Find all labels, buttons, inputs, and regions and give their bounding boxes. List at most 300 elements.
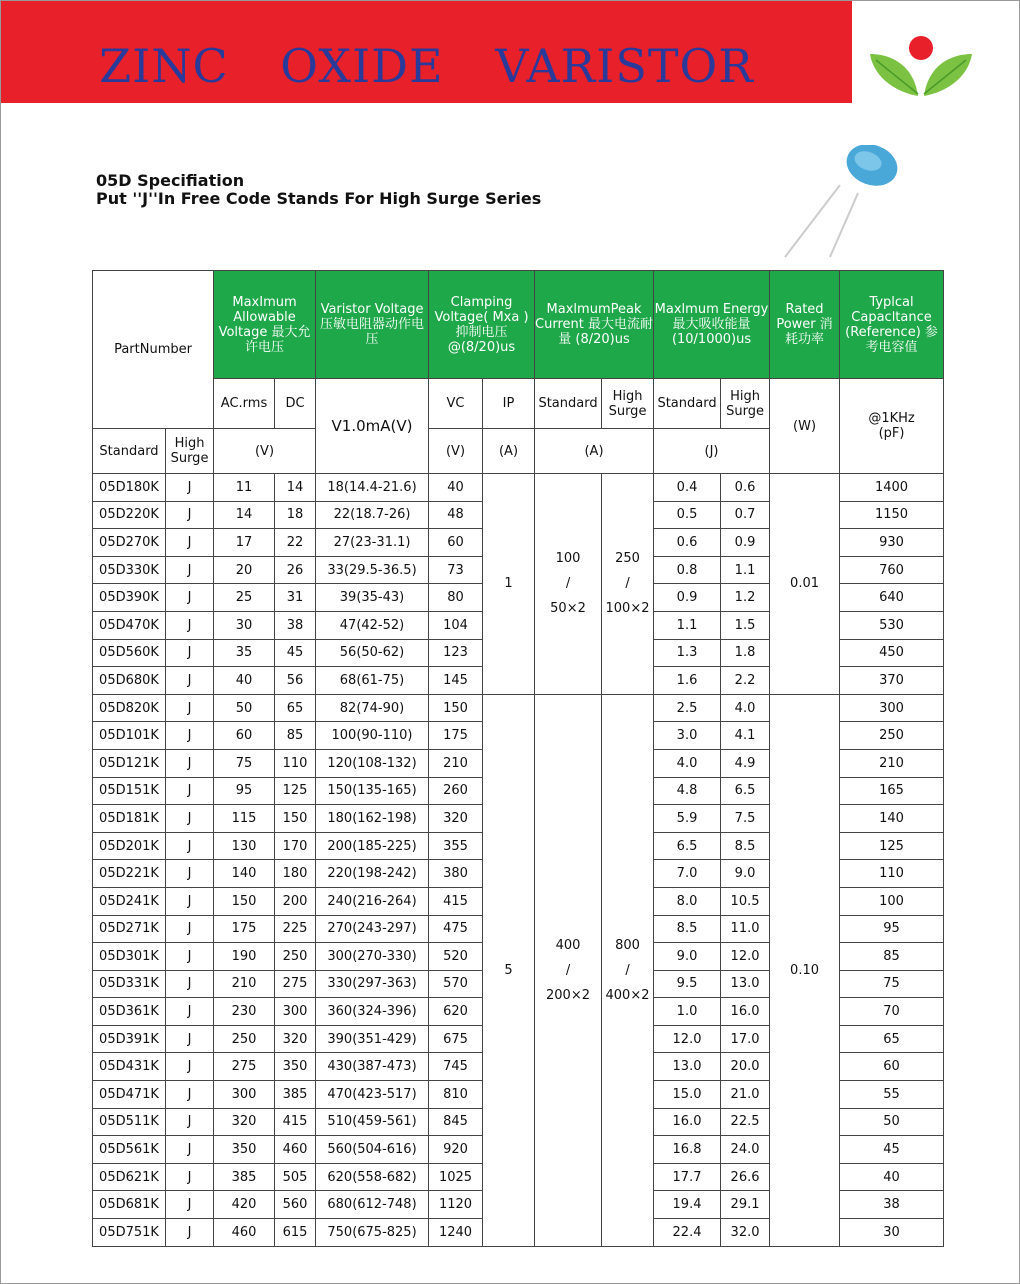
- cell-vc: 60: [429, 529, 483, 557]
- cell-vc: 80: [429, 584, 483, 612]
- cell-eh: 26.6: [721, 1163, 770, 1191]
- cell-v1: 120(108-132): [316, 749, 429, 777]
- cell-dc: 415: [275, 1108, 316, 1136]
- cell-hs: J: [166, 501, 214, 529]
- current-std-slash: /: [565, 962, 571, 978]
- cell-hs: J: [166, 1163, 214, 1191]
- cell-pn: 05D270K: [93, 529, 166, 557]
- cell-ac: 130: [214, 832, 275, 860]
- cell-es: 0.6: [654, 529, 721, 557]
- cell-ac: 230: [214, 998, 275, 1026]
- cell-ac: 17: [214, 529, 275, 557]
- cell-ac: 115: [214, 805, 275, 833]
- current-std-slash: /: [565, 576, 571, 592]
- cell-cap: 110: [840, 860, 944, 888]
- cell-v1: 39(35-43): [316, 584, 429, 612]
- cell-hs: J: [166, 584, 214, 612]
- cell-pn: 05D180K: [93, 474, 166, 502]
- cell-ac: 350: [214, 1136, 275, 1164]
- cell-eh: 4.0: [721, 694, 770, 722]
- cell-dc: 170: [275, 832, 316, 860]
- cell-hs: J: [166, 943, 214, 971]
- cell-es: 6.5: [654, 832, 721, 860]
- cell-dc: 85: [275, 722, 316, 750]
- cell-cap: 95: [840, 915, 944, 943]
- cell-es: 0.8: [654, 556, 721, 584]
- cell-dc: 615: [275, 1219, 316, 1247]
- cell-dc: 65: [275, 694, 316, 722]
- cell-cap: 450: [840, 639, 944, 667]
- cell-cap: 70: [840, 998, 944, 1026]
- cell-eh: 9.0: [721, 860, 770, 888]
- cell-pn: 05D820K: [93, 694, 166, 722]
- cell-eh: 29.1: [721, 1191, 770, 1219]
- cell-eh: 1.5: [721, 611, 770, 639]
- cell-cap: 75: [840, 970, 944, 998]
- cell-es: 15.0: [654, 1081, 721, 1109]
- cell-pn: 05D330K: [93, 556, 166, 584]
- cell-eh: 11.0: [721, 915, 770, 943]
- cell-v1: 620(558-682): [316, 1163, 429, 1191]
- cell-hs: J: [166, 1136, 214, 1164]
- cell-ac: 300: [214, 1081, 275, 1109]
- cell-cap: 100: [840, 887, 944, 915]
- cell-dc: 45: [275, 639, 316, 667]
- header-vc: VC: [429, 379, 483, 429]
- cell-dc: 18: [275, 501, 316, 529]
- cell-hs: J: [166, 887, 214, 915]
- cell-dc: 110: [275, 749, 316, 777]
- cell-ac: 275: [214, 1053, 275, 1081]
- cell-ac: 210: [214, 970, 275, 998]
- cell-eh: 22.5: [721, 1108, 770, 1136]
- cell-v1: 68(61-75): [316, 667, 429, 695]
- cell-cap: 210: [840, 749, 944, 777]
- cell-es: 22.4: [654, 1219, 721, 1247]
- cell-ac: 11: [214, 474, 275, 502]
- cell-pn: 05D621K: [93, 1163, 166, 1191]
- cell-eh: 4.1: [721, 722, 770, 750]
- table-row: [93, 694, 944, 722]
- cell-v1: 82(74-90): [316, 694, 429, 722]
- current-std-bottom: 200×2: [546, 987, 590, 1003]
- cell-ac: 20: [214, 556, 275, 584]
- cell-v1: 18(14.4-21.6): [316, 474, 429, 502]
- cell-cap: 140: [840, 805, 944, 833]
- cell-hs: J: [166, 970, 214, 998]
- cell-pn: 05D751K: [93, 1219, 166, 1247]
- cell-pn: 05D431K: [93, 1053, 166, 1081]
- cell-hs: J: [166, 529, 214, 557]
- cell-ac: 175: [214, 915, 275, 943]
- cell-pn: 05D181K: [93, 805, 166, 833]
- cell-es: 0.5: [654, 501, 721, 529]
- cell-hs: J: [166, 474, 214, 502]
- cell-pn: 05D470K: [93, 611, 166, 639]
- leaf-logo-icon: [866, 30, 976, 102]
- cell-hs: J: [166, 667, 214, 695]
- cell-pn: 05D391K: [93, 1025, 166, 1053]
- cell-dc: 200: [275, 887, 316, 915]
- cell-eh: 4.9: [721, 749, 770, 777]
- header-ip: IP: [483, 379, 535, 429]
- cell-vc: 355: [429, 832, 483, 860]
- cell-vc: 520: [429, 943, 483, 971]
- header-part-number: PartNumber: [93, 271, 214, 429]
- header-energy-standard: Standard: [654, 379, 721, 429]
- cell-eh: 24.0: [721, 1136, 770, 1164]
- cell-es: 9.5: [654, 970, 721, 998]
- cell-pn: 05D361K: [93, 998, 166, 1026]
- cell-hs: J: [166, 1108, 214, 1136]
- cell-vc: 320: [429, 805, 483, 833]
- cell-power-group: 0.01: [770, 474, 840, 695]
- cell-cap: 1400: [840, 474, 944, 502]
- cell-dc: 275: [275, 970, 316, 998]
- cell-pn: 05D201K: [93, 832, 166, 860]
- cell-ac: 75: [214, 749, 275, 777]
- cell-cap: 125: [840, 832, 944, 860]
- cell-cap: 930: [840, 529, 944, 557]
- header-clamping: Clamping Voltage( Mxa ) 抑制电压 @(8/20)us: [429, 271, 535, 379]
- cell-ac: 140: [214, 860, 275, 888]
- cell-vc: 210: [429, 749, 483, 777]
- cell-dc: 14: [275, 474, 316, 502]
- cell-cap: 50: [840, 1108, 944, 1136]
- cell-cap: 250: [840, 722, 944, 750]
- cell-hs: J: [166, 1191, 214, 1219]
- cell-eh: 1.2: [721, 584, 770, 612]
- cell-pn: 05D220K: [93, 501, 166, 529]
- cell-vc: 175: [429, 722, 483, 750]
- current-hs-top: 250: [615, 551, 640, 567]
- cell-cap: 55: [840, 1081, 944, 1109]
- cell-vc: 810: [429, 1081, 483, 1109]
- cell-pn: 05D471K: [93, 1081, 166, 1109]
- header-pn-standard: Standard: [93, 429, 166, 474]
- cell-ac: 460: [214, 1219, 275, 1247]
- cell-current-standard-group: [535, 474, 602, 695]
- header-varistor-voltage: Varistor Voltage 压敏电阻器动作电压: [316, 271, 429, 379]
- cell-pn: 05D511K: [93, 1108, 166, 1136]
- cell-pn: 05D681K: [93, 1191, 166, 1219]
- cell-cap: 65: [840, 1025, 944, 1053]
- cell-dc: 385: [275, 1081, 316, 1109]
- cell-v1: 360(324-396): [316, 998, 429, 1026]
- cell-es: 1.1: [654, 611, 721, 639]
- cell-ac: 95: [214, 777, 275, 805]
- cell-es: 1.6: [654, 667, 721, 695]
- cell-pn: 05D271K: [93, 915, 166, 943]
- cell-ac: 14: [214, 501, 275, 529]
- cell-hs: J: [166, 556, 214, 584]
- cell-power-group: 0.10: [770, 694, 840, 1246]
- header-max-voltage: MaxImum Allowable Voltage 最大允许电压: [214, 271, 316, 379]
- cell-cap: 1150: [840, 501, 944, 529]
- cell-eh: 1.8: [721, 639, 770, 667]
- cell-dc: 300: [275, 998, 316, 1026]
- cell-v1: 33(29.5-36.5): [316, 556, 429, 584]
- cell-v1: 560(504-616): [316, 1136, 429, 1164]
- cell-eh: 8.5: [721, 832, 770, 860]
- cell-ac: 320: [214, 1108, 275, 1136]
- header-voltage-unit: (V): [214, 429, 316, 474]
- cell-dc: 38: [275, 611, 316, 639]
- cell-dc: 350: [275, 1053, 316, 1081]
- cell-v1: 680(612-748): [316, 1191, 429, 1219]
- cell-hs: J: [166, 832, 214, 860]
- cell-es: 16.8: [654, 1136, 721, 1164]
- current-hs-top: 800: [615, 937, 640, 953]
- cell-cap: 640: [840, 584, 944, 612]
- cell-hs: J: [166, 639, 214, 667]
- cell-es: 19.4: [654, 1191, 721, 1219]
- cell-es: 16.0: [654, 1108, 721, 1136]
- cell-dc: 180: [275, 860, 316, 888]
- cell-vc: 380: [429, 860, 483, 888]
- cell-vc: 570: [429, 970, 483, 998]
- cell-eh: 16.0: [721, 998, 770, 1026]
- cell-eh: 10.5: [721, 887, 770, 915]
- cell-v1: 300(270-330): [316, 943, 429, 971]
- cell-v1: 330(297-363): [316, 970, 429, 998]
- cell-es: 2.5: [654, 694, 721, 722]
- cell-dc: 56: [275, 667, 316, 695]
- header-cap-unit: [840, 379, 944, 474]
- cell-ac: 25: [214, 584, 275, 612]
- cell-ac: 60: [214, 722, 275, 750]
- cell-pn: 05D331K: [93, 970, 166, 998]
- cell-hs: J: [166, 749, 214, 777]
- cell-pn: 05D241K: [93, 887, 166, 915]
- cell-ac: 40: [214, 667, 275, 695]
- cell-ip-group: 1: [483, 474, 535, 695]
- cell-eh: 7.5: [721, 805, 770, 833]
- cell-vc: 104: [429, 611, 483, 639]
- cell-v1: 200(185-225): [316, 832, 429, 860]
- current-std-top: 400: [555, 937, 581, 953]
- header-v1ma: V1.0mA(V): [316, 379, 429, 474]
- cell-eh: 13.0: [721, 970, 770, 998]
- cell-cap: 760: [840, 556, 944, 584]
- cell-vc: 1240: [429, 1219, 483, 1247]
- cell-es: 12.0: [654, 1025, 721, 1053]
- cell-cap: 45: [840, 1136, 944, 1164]
- spec-table: [92, 270, 944, 1247]
- cell-hs: J: [166, 1025, 214, 1053]
- header-energy-high-surge: High Surge: [721, 379, 770, 429]
- varistor-component-image: [780, 145, 920, 260]
- header-power: Rated Power 消耗功率: [770, 271, 840, 379]
- cell-vc: 123: [429, 639, 483, 667]
- cell-es: 3.0: [654, 722, 721, 750]
- cell-ac: 250: [214, 1025, 275, 1053]
- cell-vc: 145: [429, 667, 483, 695]
- current-hs-bottom: 400×2: [605, 987, 650, 1003]
- current-hs-slash: /: [625, 576, 630, 592]
- cell-pn: 05D121K: [93, 749, 166, 777]
- cell-eh: 32.0: [721, 1219, 770, 1247]
- cell-ac: 35: [214, 639, 275, 667]
- cell-hs: J: [166, 1219, 214, 1247]
- cell-vc: 1120: [429, 1191, 483, 1219]
- header-capacitance: Typlcal Capacltance (Reference) 参考电容值: [840, 271, 944, 379]
- cell-hs: J: [166, 998, 214, 1026]
- cell-vc: 620: [429, 998, 483, 1026]
- cell-dc: 150: [275, 805, 316, 833]
- cell-eh: 1.1: [721, 556, 770, 584]
- cell-ac: 385: [214, 1163, 275, 1191]
- cell-cap: 60: [840, 1053, 944, 1081]
- cell-v1: 750(675-825): [316, 1219, 429, 1247]
- cell-vc: 48: [429, 501, 483, 529]
- cell-v1: 240(216-264): [316, 887, 429, 915]
- cell-pn: 05D221K: [93, 860, 166, 888]
- cell-eh: 6.5: [721, 777, 770, 805]
- header-energy-unit: (J): [654, 429, 770, 474]
- cell-cap: 370: [840, 667, 944, 695]
- cell-es: 17.7: [654, 1163, 721, 1191]
- cell-current-high-surge-group: [602, 474, 654, 695]
- cell-vc: 40: [429, 474, 483, 502]
- header-ip-unit: (A): [483, 429, 535, 474]
- cell-hs: J: [166, 694, 214, 722]
- cell-cap: 40: [840, 1163, 944, 1191]
- cell-vc: 920: [429, 1136, 483, 1164]
- cell-eh: 12.0: [721, 943, 770, 971]
- cell-dc: 250: [275, 943, 316, 971]
- cell-dc: 31: [275, 584, 316, 612]
- cell-pn: 05D560K: [93, 639, 166, 667]
- cell-pn: 05D301K: [93, 943, 166, 971]
- cell-ip-group: 5: [483, 694, 535, 1246]
- cell-vc: 1025: [429, 1163, 483, 1191]
- cell-cap: 85: [840, 943, 944, 971]
- cell-dc: 22: [275, 529, 316, 557]
- cell-es: 9.0: [654, 943, 721, 971]
- cell-eh: 20.0: [721, 1053, 770, 1081]
- cell-eh: 0.7: [721, 501, 770, 529]
- cell-ac: 150: [214, 887, 275, 915]
- cell-hs: J: [166, 722, 214, 750]
- cell-current-high-surge-group: [602, 694, 654, 1246]
- cell-eh: 2.2: [721, 667, 770, 695]
- header-unit-w: (W): [770, 379, 840, 474]
- header-vc-unit: (V): [429, 429, 483, 474]
- cell-cap: 165: [840, 777, 944, 805]
- header-current-unit: (A): [535, 429, 654, 474]
- title-banner: [1, 1, 852, 103]
- cell-vc: 150: [429, 694, 483, 722]
- cell-pn: 05D680K: [93, 667, 166, 695]
- cell-es: 0.9: [654, 584, 721, 612]
- cell-vc: 415: [429, 887, 483, 915]
- cell-es: 7.0: [654, 860, 721, 888]
- cell-ac: 190: [214, 943, 275, 971]
- cell-v1: 220(198-242): [316, 860, 429, 888]
- banner-title: ZINC OXIDE VARISTOR: [99, 39, 754, 93]
- cell-v1: 150(135-165): [316, 777, 429, 805]
- cell-hs: J: [166, 805, 214, 833]
- cell-es: 1.3: [654, 639, 721, 667]
- cell-vc: 675: [429, 1025, 483, 1053]
- spec-heading: 05D Specifiation: [96, 171, 245, 190]
- current-std-top: 100: [555, 551, 581, 567]
- header-dc: DC: [275, 379, 316, 429]
- header-unit-pf: (pF): [878, 426, 905, 441]
- cell-cap: 300: [840, 694, 944, 722]
- cell-v1: 510(459-561): [316, 1108, 429, 1136]
- header-current-high-surge: High Surge: [602, 379, 654, 429]
- cell-eh: 0.6: [721, 474, 770, 502]
- cell-ac: 420: [214, 1191, 275, 1219]
- cell-vc: 73: [429, 556, 483, 584]
- cell-cap: 530: [840, 611, 944, 639]
- cell-dc: 225: [275, 915, 316, 943]
- cell-pn: 05D561K: [93, 1136, 166, 1164]
- cell-hs: J: [166, 1081, 214, 1109]
- cell-pn: 05D390K: [93, 584, 166, 612]
- cell-es: 4.8: [654, 777, 721, 805]
- cell-dc: 505: [275, 1163, 316, 1191]
- cell-dc: 125: [275, 777, 316, 805]
- cell-pn: 05D101K: [93, 722, 166, 750]
- cell-v1: 430(387-473): [316, 1053, 429, 1081]
- cell-v1: 56(50-62): [316, 639, 429, 667]
- cell-cap: 30: [840, 1219, 944, 1247]
- cell-es: 1.0: [654, 998, 721, 1026]
- current-std-bottom: 50×2: [550, 601, 586, 617]
- current-hs-bottom: 100×2: [605, 601, 650, 617]
- cell-hs: J: [166, 860, 214, 888]
- cell-v1: 47(42-52): [316, 611, 429, 639]
- header-peak-current: MaxlmumPeak Current 最大电流耐量 (8/20)us: [535, 271, 654, 379]
- cell-eh: 17.0: [721, 1025, 770, 1053]
- cell-pn: 05D151K: [93, 777, 166, 805]
- cell-current-standard-group: [535, 694, 602, 1246]
- cell-v1: 390(351-429): [316, 1025, 429, 1053]
- cell-vc: 260: [429, 777, 483, 805]
- cell-dc: 320: [275, 1025, 316, 1053]
- cell-cap: 38: [840, 1191, 944, 1219]
- header-pn-high-surge: High Surge: [166, 429, 214, 474]
- cell-v1: 470(423-517): [316, 1081, 429, 1109]
- cell-dc: 560: [275, 1191, 316, 1219]
- cell-dc: 460: [275, 1136, 316, 1164]
- cell-hs: J: [166, 1053, 214, 1081]
- cell-v1: 270(243-297): [316, 915, 429, 943]
- cell-hs: J: [166, 611, 214, 639]
- cell-dc: 26: [275, 556, 316, 584]
- cell-eh: 21.0: [721, 1081, 770, 1109]
- cell-vc: 745: [429, 1053, 483, 1081]
- cell-v1: 27(23-31.1): [316, 529, 429, 557]
- cell-ac: 30: [214, 611, 275, 639]
- table-row: [93, 474, 944, 502]
- cell-es: 5.9: [654, 805, 721, 833]
- header-energy: Maxlmum Energy 最大吸收能量 (10/1000)us: [654, 271, 770, 379]
- cell-vc: 475: [429, 915, 483, 943]
- cell-es: 8.5: [654, 915, 721, 943]
- cell-v1: 100(90-110): [316, 722, 429, 750]
- spec-subheading: Put ''J''In Free Code Stands For High Surge Series: [96, 189, 542, 208]
- header-current-standard: Standard: [535, 379, 602, 429]
- cell-vc: 845: [429, 1108, 483, 1136]
- cell-v1: 22(18.7-26): [316, 501, 429, 529]
- cell-es: 13.0: [654, 1053, 721, 1081]
- header-ac-rms: AC.rms: [214, 379, 275, 429]
- cell-hs: J: [166, 915, 214, 943]
